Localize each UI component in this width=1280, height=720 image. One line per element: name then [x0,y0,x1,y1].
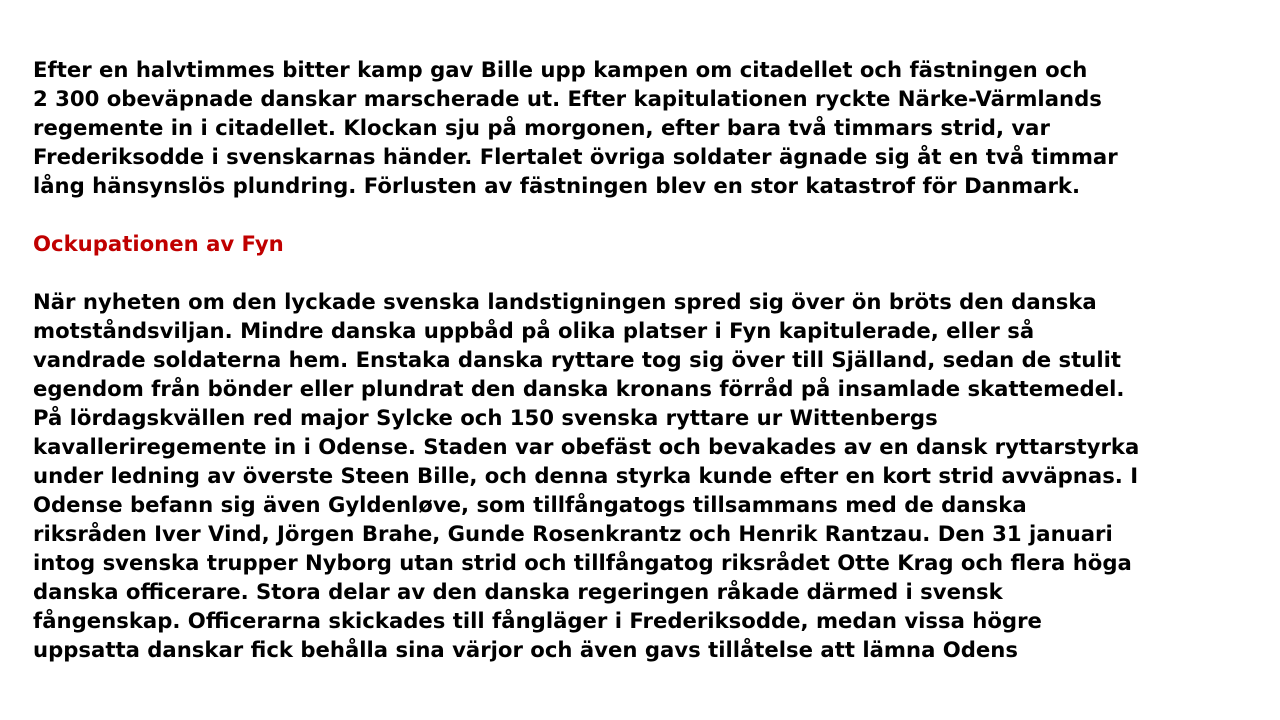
paragraph-2-line: fångenskap. Officerarna skickades till fångläger i Frederiksodde, medan vissa högre [33,608,1042,633]
section-heading: Ockupationen av Fyn [33,231,284,256]
paragraph-2-line: Odense befann sig även Gyldenløve, som tillfångatogs tillsammans med de danska [33,492,1027,517]
paragraph-1-line: regemente in i citadellet. Klockan sju på morgonen, efter bara två timmars strid, var [33,115,1050,140]
paragraph-2-line: På lördagskvällen red major Sylcke och 150 svenska ryttare ur Wittenbergs [33,405,938,430]
spacer [33,200,1268,229]
paragraph-2-line: under ledning av överste Steen Bille, och denna styrka kunde efter en kort strid avväpnas. I [33,463,1139,488]
paragraph-2-line: vandrade soldaterna hem. Enstaka danska ryttare tog sig över till Själland, sedan de stulit [33,347,1121,372]
paragraph-1 [33,55,1268,200]
paragraph-2 [33,287,1268,664]
paragraph-2-line: uppsatta danskar fick behålla sina värjor och även gavs tillåtelse att lämna Odens [33,637,1018,662]
text-body [33,55,1268,664]
paragraph-2-line: egendom från bönder eller plundrat den danska kronans förråd på insamlade skattemedel. [33,376,1125,401]
spacer [33,258,1268,287]
paragraph-1-line: Efter en halvtimmes bitter kamp gav Bille upp kampen om citadellet och fästningen och [33,57,1088,82]
paragraph-2-line: riksråden Iver Vind, Jörgen Brahe, Gunde Rosenkrantz och Henrik Rantzau. Den 31 januari [33,521,1113,546]
paragraph-2-line: kavalleriregemente in i Odense. Staden var obefäst och bevakades av en dansk ryttarstyrka [33,434,1140,459]
paragraph-2-line: När nyheten om den lyckade svenska landstigningen spred sig över ön bröts den danska [33,289,1097,314]
paragraph-1-line: lång hänsynslös plundring. Förlusten av fästningen blev en stor katastrof för Danmark. [33,173,1081,198]
paragraph-1-line: Frederiksodde i svenskarnas händer. Flertalet övriga soldater ägnade sig åt en två timmar [33,144,1118,169]
paragraph-2-line: intog svenska trupper Nyborg utan strid och tillfångatog riksrådet Otte Krag och flera höga [33,550,1132,575]
paragraph-2-line: motståndsviljan. Mindre danska uppbåd på olika platser i Fyn kapitulerade, eller så [33,318,1035,343]
paragraph-2-line: danska officerare. Stora delar av den danska regeringen råkade därmed i svensk [33,579,1003,604]
paragraph-1-line: 2 300 obeväpnade danskar marscherade ut. Efter kapitulationen ryckte Närke-Värmlands [33,86,1102,111]
